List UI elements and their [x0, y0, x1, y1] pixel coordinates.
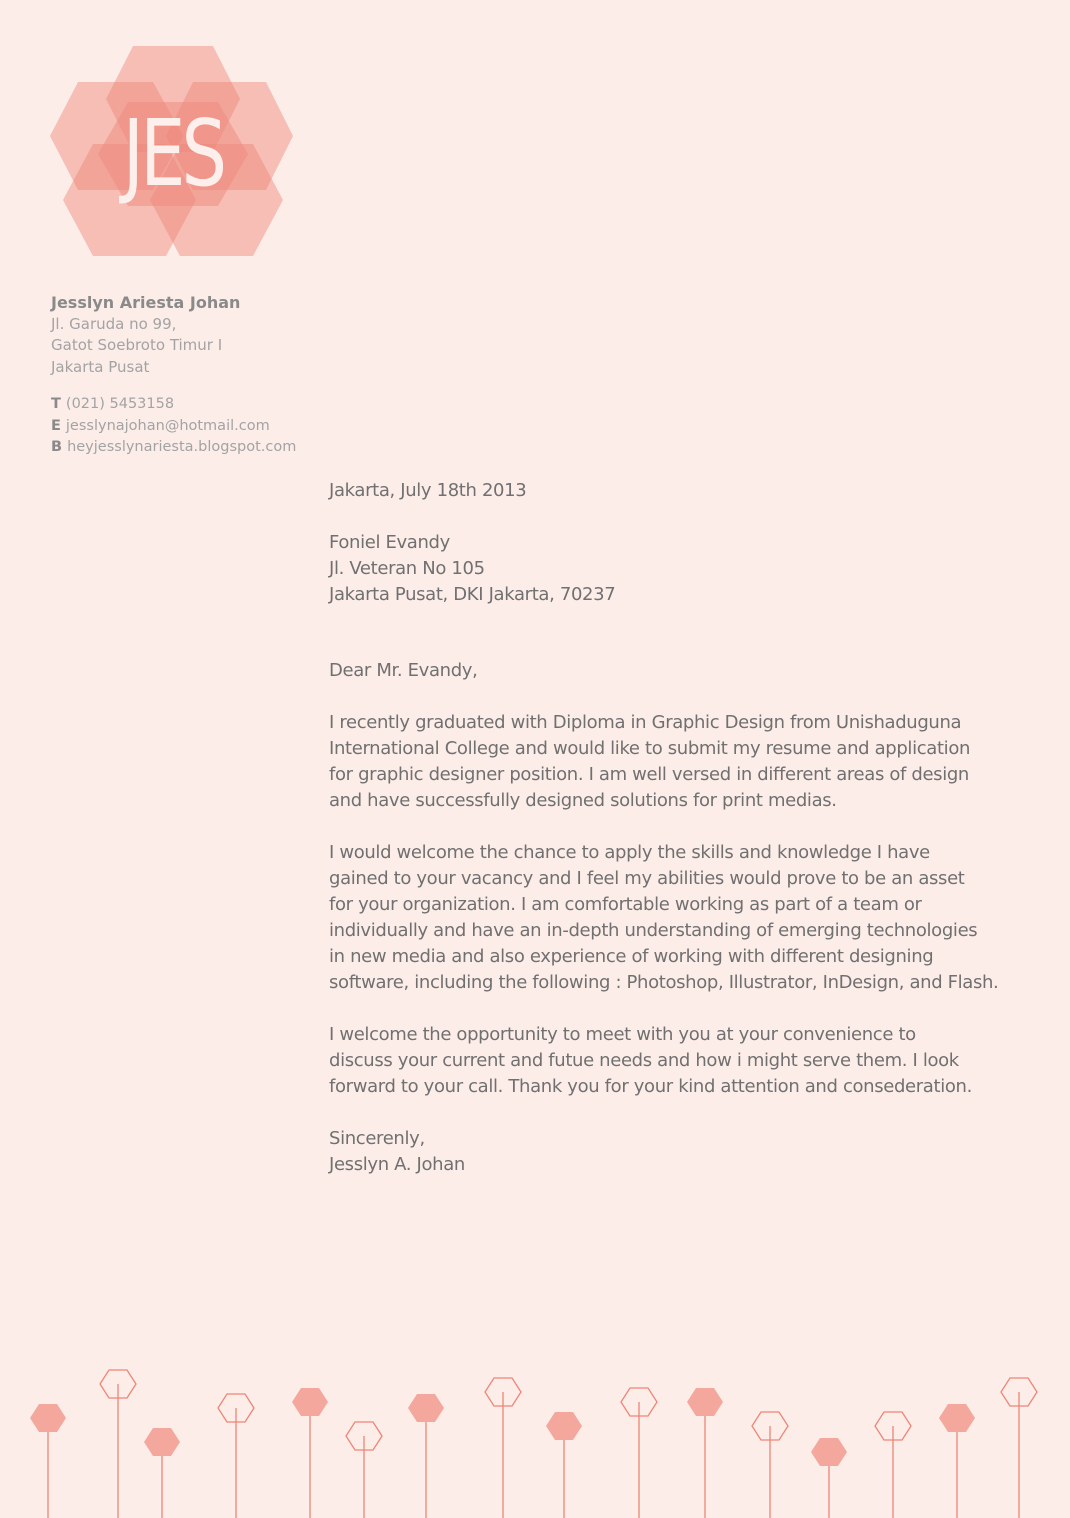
email-value[interactable]: jesslynajohan@hotmail.com — [65, 417, 270, 434]
recipient-address-line: Jakarta Pusat, DKI Jakarta, 70237 — [329, 584, 616, 605]
paragraph-line: I recently graduated with Diploma in Graphic Design from Unishaduguna — [329, 712, 962, 733]
phone-value[interactable]: (021) 5453158 — [65, 396, 175, 412]
paragraph-line: in new media and also experience of working with different designing — [329, 946, 934, 967]
filled-hexagon-icon — [292, 1388, 328, 1416]
filled-hexagon-icon — [408, 1394, 444, 1422]
paragraph-line: International College and would like to submit my resume and application — [329, 738, 971, 759]
contact-blog — [51, 437, 331, 459]
paragraph-line: discuss your current and futue needs and how i might serve them. I look — [329, 1050, 959, 1071]
salutation: Dear Mr. Evandy, — [329, 660, 478, 681]
paragraph — [329, 710, 989, 814]
sender-address-line: Gatot Soebroto Timur I — [51, 336, 223, 354]
sender-address-line: Jakarta Pusat — [51, 357, 150, 376]
recipient-name: Foniel Evandy — [329, 532, 450, 553]
sender-address-line: Jl. Garuda no 99, — [51, 314, 177, 333]
paragraph-line: I welcome the opportunity to meet with you at your convenience to — [329, 1024, 916, 1045]
hexagon-flower-decoration-icon — [0, 1350, 1070, 1518]
paragraph-line: gained to your vacancy and I feel my abilities would prove to be an asset — [329, 868, 965, 889]
paragraph-line: software, including the following : Photoshop, Illustrator, InDesign, and Flash. — [329, 972, 999, 993]
sender-name: Jesslyn Ariesta Johan — [51, 293, 241, 312]
paragraph-line: forward to your call. Thank you for your kind attention and consederation. — [329, 1076, 972, 1097]
paragraph — [329, 840, 999, 996]
paragraph-line: for your organization. I am comfortable working as part of a team or — [329, 894, 922, 915]
logo-initials: JES — [122, 100, 224, 207]
letter-date: Jakarta, July 18th 2013 — [329, 480, 527, 501]
closing: Sincerenly, — [329, 1128, 425, 1149]
signature: Jesslyn A. Johan — [329, 1154, 465, 1175]
sender-block — [51, 292, 311, 378]
filled-hexagon-icon — [811, 1438, 847, 1466]
blog-value[interactable]: heyjesslynariesta.blogspot.com — [67, 439, 297, 456]
contact-email — [51, 416, 331, 438]
recipient-address-line: Jl. Veteran No 105 — [329, 558, 485, 579]
contact-block — [51, 394, 331, 459]
email-label: E — [51, 417, 61, 434]
paragraph-line: I would welcome the chance to apply the skills and knowledge I have — [329, 842, 930, 863]
filled-hexagon-icon — [30, 1404, 66, 1432]
filled-hexagon-icon — [687, 1388, 723, 1416]
paragraph-line: individually and have an in-depth understanding of emerging technologies — [329, 920, 978, 941]
paragraph-line: and have successfully designed solutions for print medias. — [329, 790, 837, 811]
blog-label: B — [51, 439, 63, 456]
paragraph — [329, 1022, 989, 1100]
filled-hexagon-icon — [546, 1412, 582, 1440]
paragraph-line: for graphic designer position. I am well versed in different areas of design — [329, 764, 969, 785]
contact-phone — [51, 394, 331, 416]
filled-hexagon-icon — [939, 1404, 975, 1432]
phone-label: T — [51, 396, 61, 412]
filled-hexagon-icon — [144, 1428, 180, 1456]
letter-body — [329, 478, 999, 1178]
